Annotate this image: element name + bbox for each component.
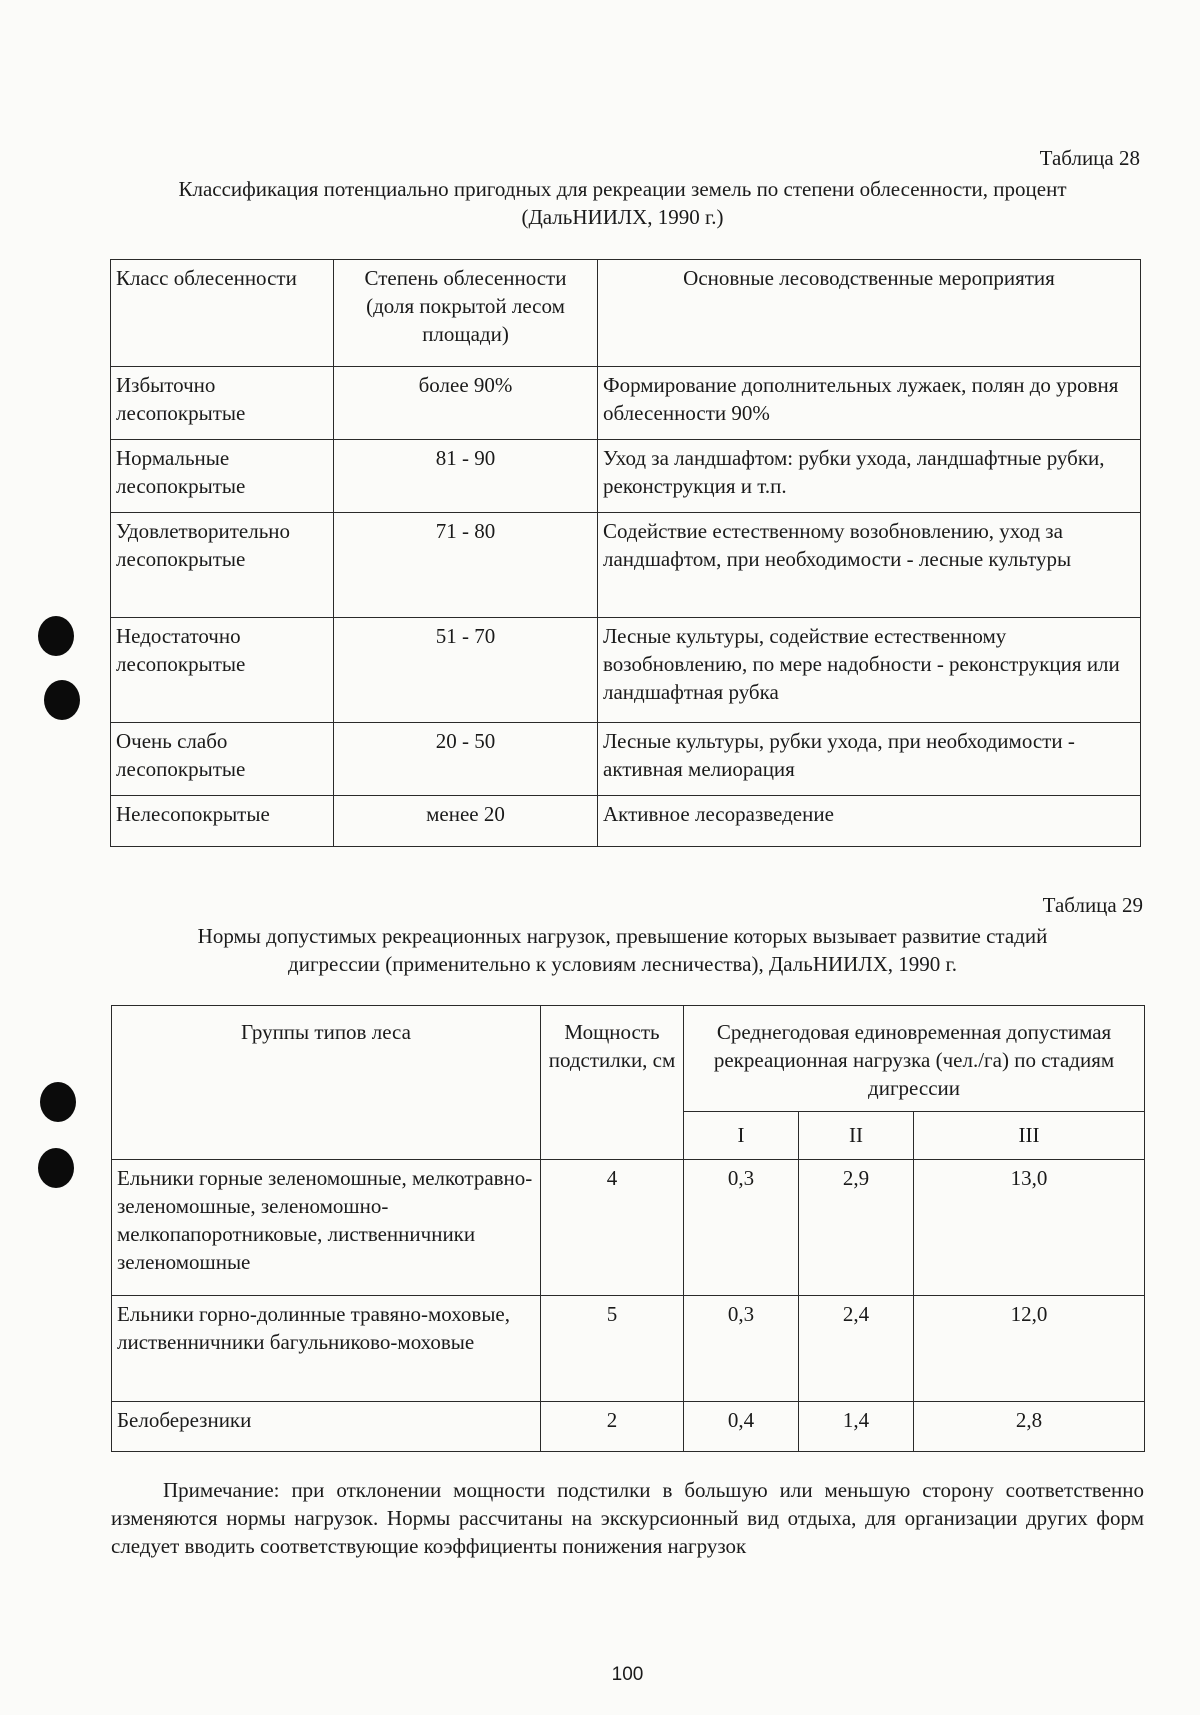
class-cell: Нелесопокрытые	[111, 796, 334, 847]
class-cell: Очень слабо лесопокрытые	[111, 723, 334, 796]
class-cell: Недостаточно лесопокрытые	[111, 618, 334, 723]
measures-cell: Лесные культуры, рубки ухода, при необходимости - активная мелиорация	[598, 723, 1141, 796]
table28-header-row	[111, 260, 1141, 367]
stage3-cell: 2,8	[914, 1402, 1145, 1452]
table-row	[112, 1402, 1145, 1452]
punch-hole-mark	[38, 616, 74, 656]
table-row	[111, 796, 1141, 847]
measures-cell: Лесные культуры, содействие естественному возобновлению, по мере надобности - реконструкция или ландшафтная рубка	[598, 618, 1141, 723]
table-row	[111, 367, 1141, 440]
table-row	[111, 723, 1141, 796]
measures-cell: Активное лесоразведение	[598, 796, 1141, 847]
stage-header-2: II	[799, 1112, 914, 1160]
stage-header-3: III	[914, 1112, 1145, 1160]
degree-cell: менее 20	[334, 796, 598, 847]
table29-header-litter: Мощность подстилки, см	[541, 1006, 684, 1160]
degree-cell: 20 - 50	[334, 723, 598, 796]
note-text: Примечание: при отклонении мощности подстилки в большую или меньшую сторону соответственно изменяются нормы нагрузок. Нормы рассчитаны на экскурсионный вид отдыха, для организации других форм следует вводить соответствующие коэффициенты понижения нагрузок	[111, 1478, 1144, 1558]
stage3-cell: 12,0	[914, 1296, 1145, 1402]
stage-header-1: I	[684, 1112, 799, 1160]
degree-cell: 51 - 70	[334, 618, 598, 723]
punch-hole-mark	[44, 680, 80, 720]
stage1-cell: 0,4	[684, 1402, 799, 1452]
litter-cell: 2	[541, 1402, 684, 1452]
forest-group-cell: Ельники горно-долинные травяно-моховые, лиственничники багульниково-моховые	[112, 1296, 541, 1402]
stage2-cell: 2,9	[799, 1160, 914, 1296]
table29-title-line2: дигрессии (применительно к условиям лесничества), ДальНИИЛХ, 1990 г.	[288, 952, 957, 976]
table28-title-line1: Классификация потенциально пригодных для рекреации земель по степени облесенности, процент	[178, 177, 1067, 201]
degree-cell: 71 - 80	[334, 513, 598, 618]
forest-group-cell: Ельники горные зеленомошные, мелкотравно-зеленомошные, зеленомошно-мелкопапоротниковые, лиственничники зеленомошные	[112, 1160, 541, 1296]
table28-header-degree: Степень облесенности (доля покрытой лесом площади)	[334, 260, 598, 367]
measures-cell: Содействие естественному возобновлению, уход за ландшафтом, при необходимости - лесные культуры	[598, 513, 1141, 618]
table29-label: Таблица 29	[1042, 893, 1143, 917]
table29-title-line1: Нормы допустимых рекреационных нагрузок, превышение которых вызывает развитие стадий	[197, 924, 1048, 948]
measures-cell: Формирование дополнительных лужаек, полян до уровня облесенности 90%	[598, 367, 1141, 440]
class-cell: Нормальные лесопокрытые	[111, 440, 334, 513]
table28	[110, 259, 1141, 847]
table29	[111, 1005, 1145, 1452]
punch-hole-mark	[38, 1148, 74, 1188]
measures-cell: Уход за ландшафтом: рубки ухода, ландшафтные рубки, реконструкция и т.п.	[598, 440, 1141, 513]
forest-group-cell: Белоберезники	[112, 1402, 541, 1452]
table-row	[111, 440, 1141, 513]
table28-title-line2: (ДальНИИЛХ, 1990 г.)	[521, 205, 724, 229]
litter-cell: 5	[541, 1296, 684, 1402]
degree-cell: более 90%	[334, 367, 598, 440]
table-row	[111, 618, 1141, 723]
page-number: 100	[611, 1664, 644, 1685]
stage3-cell: 13,0	[914, 1160, 1145, 1296]
stage2-cell: 2,4	[799, 1296, 914, 1402]
table28-header-class: Класс облесенности	[111, 260, 334, 367]
table28-label: Таблица 28	[1039, 146, 1140, 170]
table29-header-row	[112, 1006, 1145, 1112]
litter-cell: 4	[541, 1160, 684, 1296]
table29-header-load: Среднегодовая единовременная допустимая рекреационная нагрузка (чел./га) по стадиям дигрессии	[684, 1006, 1145, 1112]
degree-cell: 81 - 90	[334, 440, 598, 513]
table29-header-group: Группы типов леса	[112, 1006, 541, 1160]
table29-title	[100, 922, 1145, 978]
table-row	[112, 1296, 1145, 1402]
punch-hole-mark	[40, 1082, 76, 1122]
table28-title	[100, 175, 1145, 231]
stage1-cell: 0,3	[684, 1296, 799, 1402]
table-row	[111, 513, 1141, 618]
class-cell: Удовлетворительно лесопокрытые	[111, 513, 334, 618]
note-paragraph	[111, 1476, 1144, 1560]
stage2-cell: 1,4	[799, 1402, 914, 1452]
table-row	[112, 1160, 1145, 1296]
stage1-cell: 0,3	[684, 1160, 799, 1296]
table28-header-measures: Основные лесоводственные мероприятия	[598, 260, 1141, 367]
class-cell: Избыточно лесопокрытые	[111, 367, 334, 440]
